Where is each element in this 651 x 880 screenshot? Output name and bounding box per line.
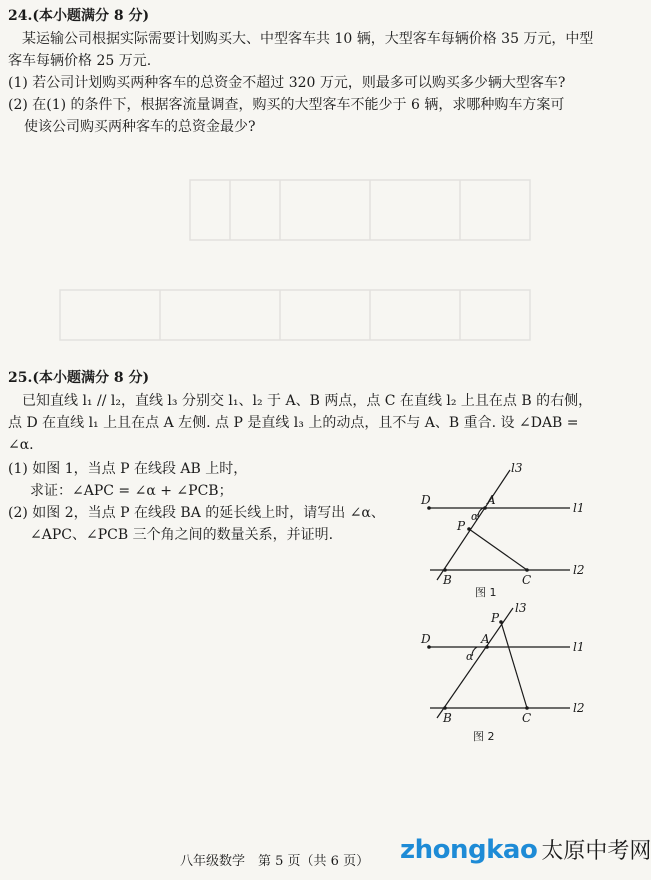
watermark-brand: zhongkao: [400, 835, 538, 865]
label-d: D: [421, 493, 431, 507]
label-d: D: [421, 632, 431, 646]
figure-2: [415, 600, 590, 748]
site-watermark: [400, 834, 651, 865]
label-alpha: α: [471, 510, 479, 523]
label-l1: l1: [573, 501, 585, 515]
q25-part-2-cont: ∠APC、∠PCB 三个角之间的数量关系，并证明.: [30, 527, 334, 543]
label-l3: l3: [515, 601, 527, 615]
q25-part-2: (2) 如图 2，当点 P 在线段 BA 的延长线上时，请写出 ∠α、: [8, 505, 385, 521]
q25-part-1: (1) 如图 1，当点 P 在线段 AB 上时，: [8, 461, 248, 477]
line-l3: [437, 470, 510, 580]
label-a: A: [481, 632, 490, 646]
q25-line-1: 已知直线 l₁ // l₂，直线 l₃ 分别交 l₁、l₂ 于 A、B 两点，点 C 在直线 l₂ 上且在点 B 的右侧，: [22, 393, 593, 409]
watermark-chinese: 太原中考网: [541, 839, 651, 864]
label-l1: l1: [573, 640, 585, 654]
page-footer: 八年级数学 第 5 页（共 6 页）: [180, 854, 370, 869]
label-c: C: [522, 573, 532, 587]
segment-pc: [469, 529, 527, 570]
label-p: P: [491, 611, 500, 625]
figure-1: [415, 460, 590, 600]
label-p: P: [457, 519, 466, 533]
label-b: B: [443, 573, 452, 587]
q24-line-4: (2) 在(1) 的条件下，根据客流量调查，购买的大型客车不能少于 6 辆，求哪种购车方案可: [8, 97, 565, 113]
q25-part-1-proof: 求证：∠APC = ∠α + ∠PCB；: [30, 483, 233, 499]
q24-line-5: 使该公司购买两种客车的总资金最少?: [24, 119, 256, 135]
label-l2: l2: [573, 563, 585, 577]
figure-2-caption: 图 2: [473, 730, 495, 743]
label-a: A: [487, 493, 496, 507]
label-c: C: [522, 711, 532, 725]
q25-line-2: 点 D 在直线 l₁ 上且在点 A 左侧. 点 P 是直线 l₃ 上的动点，且不与 A、B 重合. 设 ∠DAB =: [8, 415, 579, 431]
bleed-through-table: [40, 150, 560, 350]
label-b: B: [443, 711, 452, 725]
q24-line-1: 某运输公司根据实际需要计划购买大、中型客车共 10 辆，大型客车每辆价格 35 万元，中型: [22, 31, 594, 47]
question-25-title: 25.(本小题满分 8 分): [8, 370, 150, 386]
segment-pc: [501, 622, 527, 708]
label-l3: l3: [511, 461, 523, 475]
label-l2: l2: [573, 701, 585, 715]
q24-line-2: 客车每辆价格 25 万元.: [8, 53, 152, 69]
q25-line-3: ∠α.: [8, 437, 34, 453]
q24-line-3: (1) 若公司计划购买两种客车的总资金不超过 320 万元，则最多可以购买多少辆大型客车?: [8, 75, 566, 91]
question-24-title: 24.(本小题满分 8 分): [8, 8, 150, 24]
figure-1-caption: 图 1: [475, 586, 497, 599]
label-alpha: α: [466, 650, 474, 663]
